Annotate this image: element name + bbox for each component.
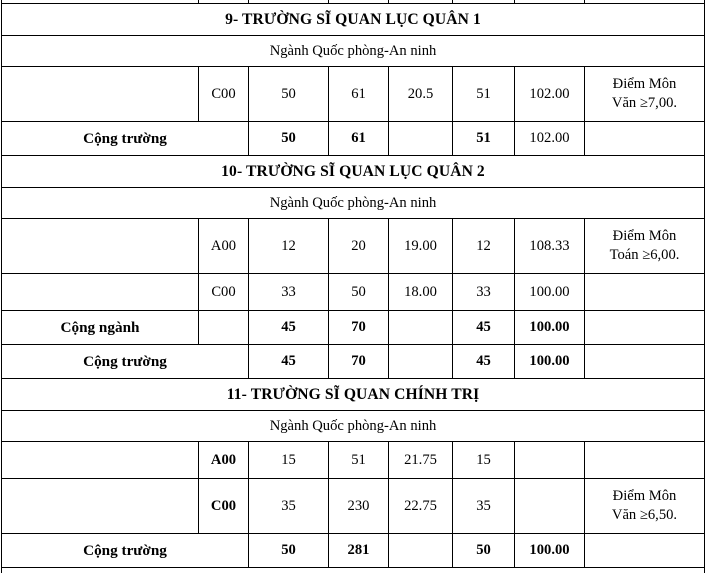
cell-quota: 15 — [249, 442, 329, 479]
cell-total-quota: 50 — [249, 534, 329, 568]
table-row-total — [2, 311, 705, 345]
table-row-total — [2, 122, 705, 156]
cell-school-name — [2, 479, 199, 534]
cell-total-registered: 70 — [329, 345, 389, 379]
admission-score-table — [1, 0, 705, 573]
note-line-1: Điểm Môn — [591, 487, 698, 506]
cell-total-admitted: 45 — [453, 311, 515, 345]
cell-total-ratio: 100.00 — [515, 311, 585, 345]
table-row — [2, 67, 705, 122]
table-row — [2, 274, 705, 311]
cell-quota: 12 — [249, 219, 329, 274]
major-label-9: Ngành Quốc phòng-An ninh — [2, 36, 705, 67]
cell-benchmark-score: 22.75 — [389, 479, 453, 534]
cell-school-name — [2, 442, 199, 479]
cell-note — [585, 67, 705, 122]
major-label-10: Ngành Quốc phòng-An ninh — [2, 188, 705, 219]
major-row — [2, 411, 705, 442]
cell-clip — [2, 568, 705, 573]
major-row — [2, 188, 705, 219]
cell-ratio — [515, 479, 585, 534]
cell-total-benchmark — [389, 311, 453, 345]
note-line-2: Văn ≥7,00. — [591, 94, 698, 113]
cell-school-name — [2, 67, 199, 122]
cell-total-registered: 281 — [329, 534, 389, 568]
table-row — [2, 479, 705, 534]
cell-total-label: Cộng trường — [2, 345, 249, 379]
cell-registered: 61 — [329, 67, 389, 122]
cell-total-admitted: 45 — [453, 345, 515, 379]
cell-registered: 230 — [329, 479, 389, 534]
cell-registered: 51 — [329, 442, 389, 479]
cell-block-code: A00 — [199, 219, 249, 274]
cell-school-name — [2, 219, 199, 274]
cell-total-admitted: 50 — [453, 534, 515, 568]
section-heading-11: 11- TRƯỜNG SĨ QUAN CHÍNH TRỊ — [2, 379, 705, 411]
cell-ratio: 108.33 — [515, 219, 585, 274]
cell-admitted: 33 — [453, 274, 515, 311]
cell-ratio: 100.00 — [515, 274, 585, 311]
cell-total-registered: 61 — [329, 122, 389, 156]
cell-total-ratio: 100.00 — [515, 534, 585, 568]
cell-total-note — [585, 122, 705, 156]
section-heading-row — [2, 156, 705, 188]
cell-note — [585, 442, 705, 479]
cell-total-benchmark — [389, 345, 453, 379]
cell-total-label: Cộng ngành — [2, 311, 199, 345]
major-label-11: Ngành Quốc phòng-An ninh — [2, 411, 705, 442]
cell-quota: 35 — [249, 479, 329, 534]
table-row-clipped-bottom — [2, 568, 705, 573]
cell-ratio — [515, 442, 585, 479]
note-line-2: Văn ≥6,50. — [591, 506, 698, 525]
cell-total-label: Cộng trường — [2, 534, 249, 568]
cell-block-code: C00 — [199, 67, 249, 122]
table-row — [2, 442, 705, 479]
cell-total-note — [585, 311, 705, 345]
section-heading-row — [2, 379, 705, 411]
note-line-1: Điểm Môn — [591, 227, 698, 246]
cell-total-note — [585, 534, 705, 568]
table-row-total — [2, 345, 705, 379]
table-row-total — [2, 534, 705, 568]
section-heading-row — [2, 4, 705, 36]
cell-benchmark-score: 20.5 — [389, 67, 453, 122]
cell-benchmark-score: 21.75 — [389, 442, 453, 479]
cell-benchmark-score: 19.00 — [389, 219, 453, 274]
cell-note — [585, 479, 705, 534]
cell-block-code: C00 — [199, 274, 249, 311]
note-line-2: Toán ≥6,00. — [591, 246, 698, 265]
cell-total-benchmark — [389, 122, 453, 156]
cell-total-quota: 45 — [249, 311, 329, 345]
major-row — [2, 36, 705, 67]
section-heading-10: 10- TRƯỜNG SĨ QUAN LỤC QUÂN 2 — [2, 156, 705, 188]
cell-total-registered: 70 — [329, 311, 389, 345]
cell-block-code: A00 — [199, 442, 249, 479]
note-line-1: Điểm Môn — [591, 75, 698, 94]
cell-total-benchmark — [389, 534, 453, 568]
table-body — [2, 0, 705, 573]
cell-total-quota: 45 — [249, 345, 329, 379]
cell-total-block — [199, 311, 249, 345]
cell-note — [585, 219, 705, 274]
cell-registered: 50 — [329, 274, 389, 311]
cell-admitted: 51 — [453, 67, 515, 122]
cell-total-note — [585, 345, 705, 379]
cell-admitted: 12 — [453, 219, 515, 274]
cell-ratio: 102.00 — [515, 67, 585, 122]
cell-benchmark-score: 18.00 — [389, 274, 453, 311]
cell-quota: 50 — [249, 67, 329, 122]
cell-block-code: C00 — [199, 479, 249, 534]
cell-total-admitted: 51 — [453, 122, 515, 156]
cell-quota: 33 — [249, 274, 329, 311]
cell-total-label: Cộng trường — [2, 122, 249, 156]
cell-total-quota: 50 — [249, 122, 329, 156]
cell-note — [585, 274, 705, 311]
table-row — [2, 219, 705, 274]
cell-admitted: 35 — [453, 479, 515, 534]
cell-total-ratio: 102.00 — [515, 122, 585, 156]
section-heading-9: 9- TRƯỜNG SĨ QUAN LỤC QUÂN 1 — [2, 4, 705, 36]
cell-school-name — [2, 274, 199, 311]
cell-registered: 20 — [329, 219, 389, 274]
cell-admitted: 15 — [453, 442, 515, 479]
cell-total-ratio: 100.00 — [515, 345, 585, 379]
